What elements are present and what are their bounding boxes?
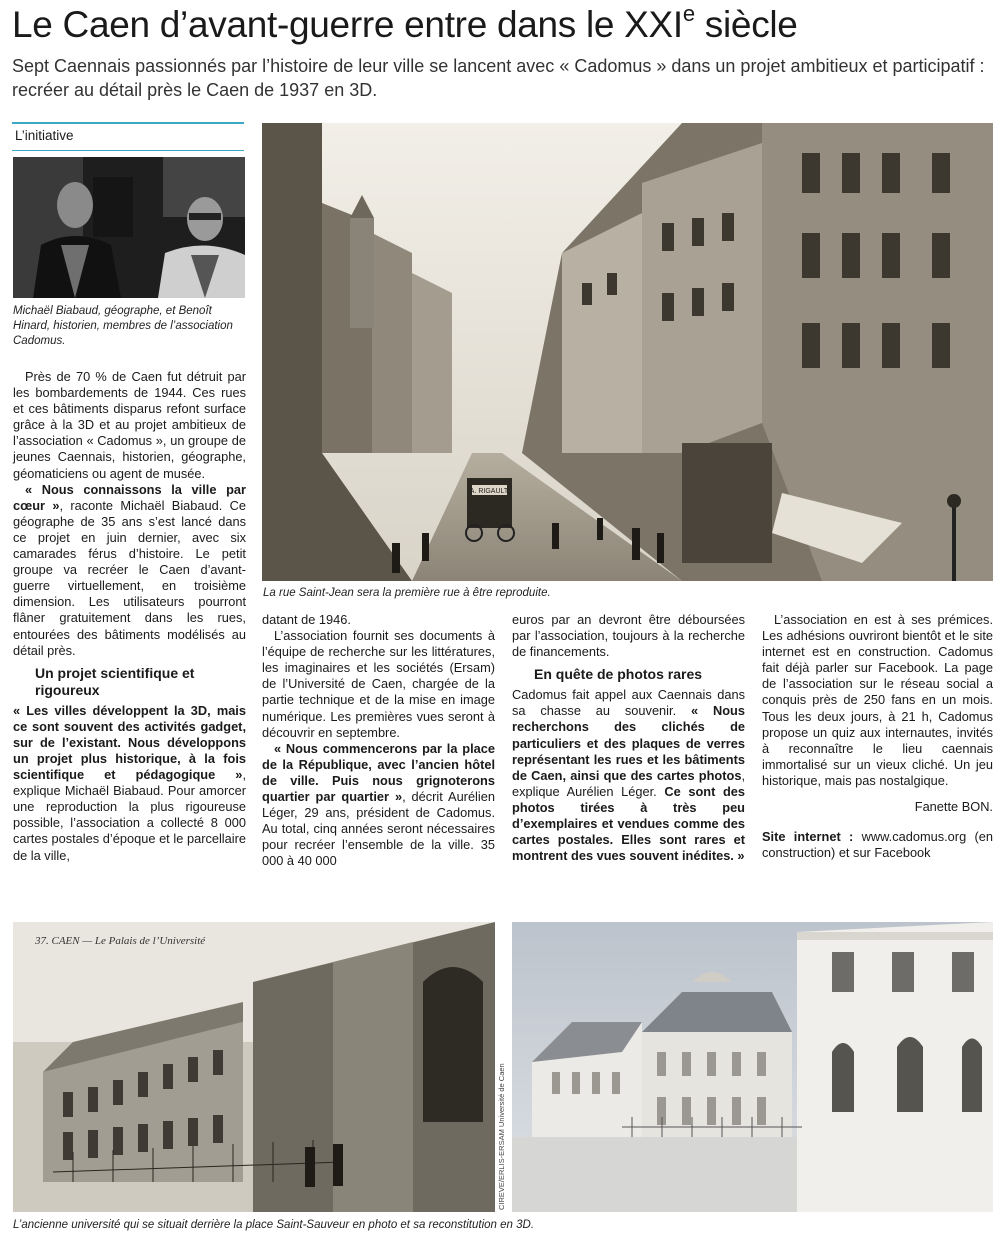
carriage-sign: A. RIGAULT [469,488,509,495]
col1-subhead: Un projet scientifique et rigoureux [35,664,195,698]
postcard-photo [13,922,495,1212]
col3-quote-2: Ce sont des photos tirées à très peu d’exemplaires et vendues comme des cartes postales. Elles sont rares et montrent des vues souvent inédites. » [512,783,746,864]
col3-paragraph-2 [512,687,745,864]
col3-subhead: En quête de photos rares [534,666,703,683]
article-column-4 [762,612,993,861]
col2-quote: « Nous commencerons par la place de la République, avec l’ancien hôtel de ville. Puis nous grignoterons quartier par quartier » [262,740,495,805]
street-caption: La rue Saint-Jean sera la première rue à être reproduite. [263,587,551,599]
col1-paragraph-3 [13,703,246,864]
col2-paragraph-3 [262,741,495,870]
col3-paragraph-2-text: Cadomus fait appel aux Caennais dans sa chasse au souvenir. [512,687,745,719]
portrait-caption: Michaël Biabaud, géographe, et Benoît Hinard, historien, membres de l’association Cadomus. [13,305,233,347]
headline-tail: siècle [694,4,798,45]
standfirst: Sept Caennais passionnés par l’histoire de leur ville se lancent avec « Cadomus » dans un projet ambitieux et participatif : recréer au détail près le Caen de 1937 en 3D. [12,56,985,100]
col2-paragraph-2: L’association fournit ses documents à l’équipe de recherche sur les littératures, les imaginaires et les sociétés (Ersam) de l’Université de Caen, chargée de la partie technique et de la mise en image numérique. Les premières vues seront à découvrir en septembre. [262,628,495,740]
bottom-caption: L’ancienne université qui se situait derrière la place Saint-Sauveur en photo et sa reconstitution en 3D. [13,1219,535,1231]
headline-superscript: e [682,1,695,26]
col2-paragraph-3-text: , décrit Aurélien Léger, 29 ans, président de Cadomus. Au total, cinq années seront nécessaires pour recréer l’ensemble de la ville. 35 000 à 40 000 [262,789,495,869]
headline-main: Le Caen d’avant-guerre entre dans le XXI [12,4,683,45]
col1-paragraph-2-text: , raconte Michaël Biabaud. Ce géographe de 35 ans s’est lancé dans ce projet en juin dernier, avec six camarades férus d’histoire. Le petit groupe va recréer le Caen d’avant-guerre virtuellement, en troisième dimension. Les utilisateurs pourront flâner gratuitement dans les rues, entourées des bâtiments modélisés au détail près. [13,497,246,658]
render-3d-image [512,922,993,1212]
col1-quote-1: « Nous connaissons la ville par cœur » [13,481,246,513]
postcard-header: 37. CAEN — Le Palais de l’Université [35,935,206,947]
headline [12,2,992,48]
article-column-2 [262,612,495,870]
kicker-label: L’initiative [15,128,74,143]
website-note [762,829,993,861]
col3-paragraph-1: euros par an devront être déboursées par l’association, toujours à la recherche de financements. [512,612,745,660]
street-photo [262,123,993,581]
col1-paragraph-2 [13,482,246,659]
byline: Fanette BON. [914,799,993,815]
portrait-photo [13,157,245,298]
col1-paragraph-3-text: , explique Michaël Biabaud. Pour amorcer une reproduction la plus rigoureuse possible, l’association a collecté 8 000 cartes postales d’époque et le parcellaire de la ville, [13,767,246,863]
col3-quote-1: « Nous recherchons des clichés de particuliers et des plaques de verres représentant les rues et les bâtiments de Caen, ainsi que des cartes photos [512,703,745,783]
article-column-1 [13,369,246,864]
col4-paragraph-1: L’association en est à ses prémices. Les adhésions ouvriront bientôt et le site internet est en construction. Cadomus fait déjà parler sur Facebook. La page de l’association sur le réseau social a conquis près de 250 fans en un mois. Tous les deux jours, à 21 h, Cadomus propose un quiz aux internautes, invités à reconnaître le lieu caennais immortalisé sur un vieux cliché. Un jeu historique, mais pas nostalgique. [762,612,993,788]
col1-paragraph-1: Près de 70 % de Caen fut détruit par les bombardements de 1944. Ces rues et ces bâtiments disparus refont surface grâce à la 3D et au projet ambitieux de l’association « Cadomus », un groupe de jeunes Caennais, historien, géographe, géomaticiens ou agent de musée. [13,369,246,481]
website-text: www.cadomus.org (en construction) et sur Facebook [762,829,993,861]
photo-credit: CIREVE/ERLIS-ERSAM Université de Caen [497,1063,506,1210]
col3-paragraph-2b-text: , explique Aurélien Léger. [512,767,745,799]
col1-quote-2: « Les villes développent la 3D, mais ce sont souvent des activités gadget, sur de l’existant. Nous développons un projet plus historique, à la fois scientifique et pédagogique » [13,702,246,783]
article-column-3 [512,612,745,864]
col2-paragraph-1: datant de 1946. [262,612,351,627]
website-label: Site internet : [762,829,854,845]
